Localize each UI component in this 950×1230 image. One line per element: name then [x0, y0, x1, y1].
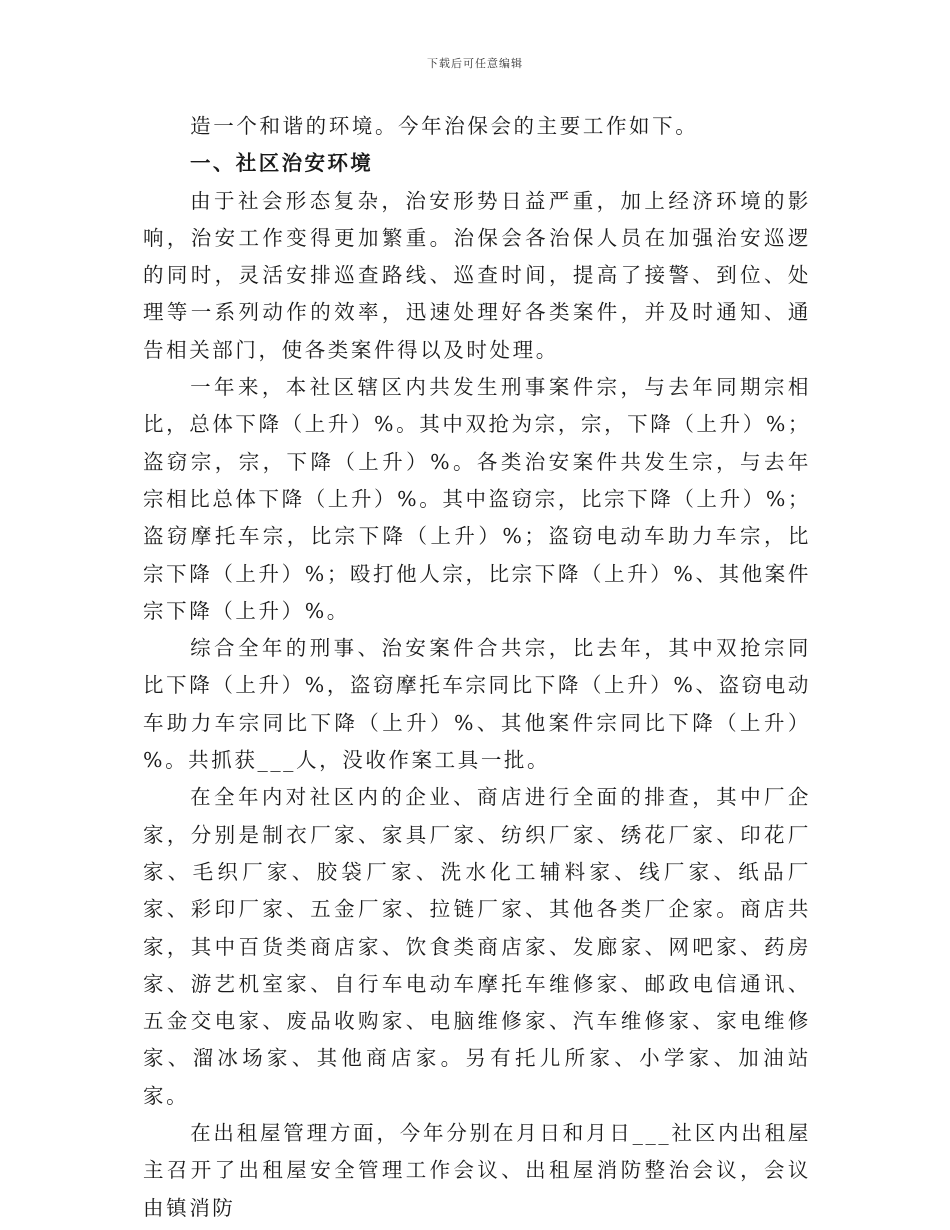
page-header-note: 下载后可任意编辑 — [427, 57, 523, 70]
paragraph-annual-summary: 综合全年的刑事、治安案件合共宗，比去年，其中双抢宗同比下降（上升）%，盗窃摩托车宗同比下降（上升）%、盗窃电动车助力车宗同比下降（上升）%、其他案件宗同比下降（上升）%。共抓获___人，没收作案工具一批。 — [143, 636, 811, 773]
paragraph-business-inspection: 在全年内对社区内的企业、商店进行全面的排查，其中厂企家，分别是制衣厂家、家具厂家、纺织厂家、绣花厂家、印花厂家、毛织厂家、胶袋厂家、洗水化工辅料家、线厂家、纸品厂家、彩印厂家、五金厂家、拉链厂家、其他各类厂企家。商店共家，其中百货类商店家、饮食类商店家、发廊家、网吧家、药房家、游艺机室家、自行车电动车摩托车维修家、邮政电信通讯、五金交电家、废品收购家、电脑维修家、汽车维修家、家电维修家、溜冰场家、其他商店家。另有托儿所家、小学家、加油站家。 — [143, 785, 811, 1108]
paragraph-case-statistics: 一年来，本社区辖区内共发生刑事案件宗，与去年同期宗相比，总体下降（上升）%。其中双抢为宗，宗，下降（上升）%；盗窃宗，宗，下降（上升）%。各类治安案件共发生宗，与去年宗相比总体下降（上升）%。其中盗窃宗，比宗下降（上升）%；盗窃摩托车宗，比宗下降（上升）%；盗窃电动车助力车宗，比宗下降（上升）%；殴打他人宗，比宗下降（上升）%、其他案件宗下降（上升）%。 — [143, 375, 811, 623]
lead-line: 造一个和谐的环境。今年治保会的主要工作如下。 — [190, 114, 699, 138]
section-heading: 一、社区治安环境 — [190, 151, 374, 176]
paragraph-patrol: 由于社会形态复杂，治安形势日益严重，加上经济环境的影响，治安工作变得更加繁重。治保会各治保人员在加强治安巡逻的同时，灵活安排巡查路线、巡查时间，提高了接警、到位、处理等一系列动作的效率，迅速处理好各类案件，并及时通知、通告相关部门，使各类案件得以及时处理。 — [143, 188, 811, 362]
document-body — [143, 108, 811, 1227]
paragraph-rental-management: 在出租屋管理方面，今年分别在月日和月日___社区内出租屋主召开了出租屋安全管理工作会议、出租屋消防整治会议，会议由镇消防 — [143, 1121, 811, 1220]
